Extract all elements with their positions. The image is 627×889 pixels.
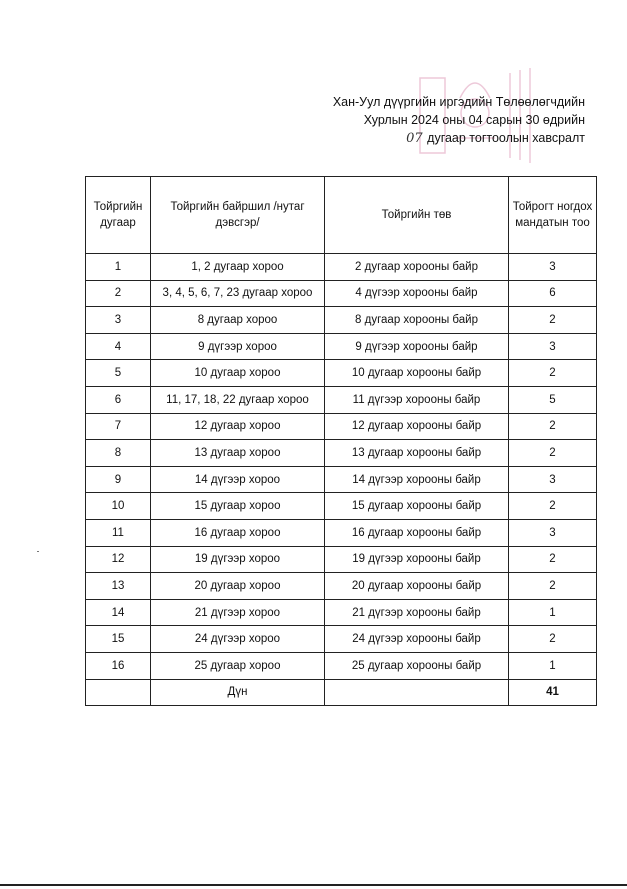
table-row — [86, 519, 597, 546]
cell-location: 15 дугаар хороо — [151, 493, 325, 520]
cell-no: 16 — [86, 652, 151, 679]
cell-location: 9 дүгээр хороо — [151, 333, 325, 360]
table-row — [86, 599, 597, 626]
cell-no: 15 — [86, 626, 151, 653]
total-value: 41 — [509, 679, 597, 706]
appendix-header — [333, 93, 585, 148]
cell-center: 2 дугаар хорооны байр — [325, 254, 509, 281]
cell-center: 11 дүгээр хорооны байр — [325, 386, 509, 413]
cell-location: 3, 4, 5, 6, 7, 23 дугаар хороо — [151, 280, 325, 307]
cell-mandates: 6 — [509, 280, 597, 307]
cell-location: 12 дугаар хороо — [151, 413, 325, 440]
header-line-3 — [333, 129, 585, 148]
header-line-2: Хурлын 2024 оны 04 сарын 30 өдрийн — [363, 113, 585, 127]
cell-location: 8 дугаар хороо — [151, 307, 325, 334]
column-header: Тойрогт ногдох мандатын тоо — [509, 177, 597, 254]
table-row — [86, 440, 597, 467]
column-header: Тойргийн байршил /нутаг дэвсгэр/ — [151, 177, 325, 254]
cell-location: 25 дугаар хороо — [151, 652, 325, 679]
cell-mandates: 3 — [509, 254, 597, 281]
table-row — [86, 280, 597, 307]
table-row — [86, 493, 597, 520]
cell-center: 16 дугаар хорооны байр — [325, 519, 509, 546]
cell-location: 14 дүгээр хороо — [151, 466, 325, 493]
header-line-3-text: дугаар тогтоолын хавсралт — [423, 131, 585, 145]
cell-location: 11, 17, 18, 22 дугаар хороо — [151, 386, 325, 413]
cell-no: 6 — [86, 386, 151, 413]
cell-location: 19 дүгээр хороо — [151, 546, 325, 573]
cell-mandates: 2 — [509, 626, 597, 653]
table-row — [86, 573, 597, 600]
table-row — [86, 413, 597, 440]
cell-center: 15 дугаар хорооны байр — [325, 493, 509, 520]
cell-mandates: 3 — [509, 519, 597, 546]
cell-no: 2 — [86, 280, 151, 307]
cell-no: 4 — [86, 333, 151, 360]
cell-center: 24 дүгээр хорооны байр — [325, 626, 509, 653]
table-row — [86, 254, 597, 281]
cell-no: 8 — [86, 440, 151, 467]
table-header-row — [86, 177, 597, 254]
table-body — [86, 254, 597, 680]
table-row — [86, 652, 597, 679]
cell-mandates: 5 — [509, 386, 597, 413]
cell-no: 11 — [86, 519, 151, 546]
cell-location: 10 дугаар хороо — [151, 360, 325, 387]
table-total-row — [86, 679, 597, 706]
cell-center: 10 дугаар хорооны байр — [325, 360, 509, 387]
resolution-number: 07 — [406, 131, 423, 146]
cell-center: 13 дугаар хорооны байр — [325, 440, 509, 467]
cell-no: 5 — [86, 360, 151, 387]
cell-center: 20 дугаар хорооны байр — [325, 573, 509, 600]
table-row — [86, 307, 597, 334]
cell-mandates: 1 — [509, 652, 597, 679]
cell-location: 1, 2 дугаар хороо — [151, 254, 325, 281]
cell-mandates: 2 — [509, 440, 597, 467]
cell-no: 14 — [86, 599, 151, 626]
table-row — [86, 333, 597, 360]
cell-mandates: 1 — [509, 599, 597, 626]
total-label: Дүн — [151, 679, 325, 706]
cell-mandates: 2 — [509, 493, 597, 520]
cell-mandates: 2 — [509, 573, 597, 600]
total-empty-cell — [325, 679, 509, 706]
table-row — [86, 626, 597, 653]
cell-center: 8 дугаар хорооны байр — [325, 307, 509, 334]
cell-center: 19 дүгээр хорооны байр — [325, 546, 509, 573]
cell-mandates: 3 — [509, 333, 597, 360]
column-header: Тойргийн дугаар — [86, 177, 151, 254]
total-empty-cell — [86, 679, 151, 706]
table-row — [86, 466, 597, 493]
cell-mandates: 3 — [509, 466, 597, 493]
cell-mandates: 2 — [509, 413, 597, 440]
cell-center: 9 дүгээр хорооны байр — [325, 333, 509, 360]
margin-mark — [37, 551, 39, 552]
cell-center: 12 дугаар хорооны байр — [325, 413, 509, 440]
cell-center: 4 дүгээр хорооны байр — [325, 280, 509, 307]
cell-mandates: 2 — [509, 546, 597, 573]
cell-no: 1 — [86, 254, 151, 281]
cell-no: 3 — [86, 307, 151, 334]
cell-location: 21 дүгээр хороо — [151, 599, 325, 626]
cell-location: 13 дугаар хороо — [151, 440, 325, 467]
cell-location: 24 дүгээр хороо — [151, 626, 325, 653]
cell-mandates: 2 — [509, 307, 597, 334]
cell-location: 20 дугаар хороо — [151, 573, 325, 600]
table-row — [86, 360, 597, 387]
cell-no: 12 — [86, 546, 151, 573]
cell-no: 13 — [86, 573, 151, 600]
district-table — [85, 176, 597, 706]
column-header: Тойргийн төв — [325, 177, 509, 254]
cell-mandates: 2 — [509, 360, 597, 387]
cell-no: 10 — [86, 493, 151, 520]
cell-no: 7 — [86, 413, 151, 440]
cell-center: 25 дугаар хорооны байр — [325, 652, 509, 679]
header-line-1: Хан-Уул дүүргийн иргэдийн Төлөөлөгчдийн — [332, 95, 585, 109]
cell-no: 9 — [86, 466, 151, 493]
cell-center: 14 дүгээр хорооны байр — [325, 466, 509, 493]
table-row — [86, 386, 597, 413]
table-row — [86, 546, 597, 573]
scan-edge — [0, 884, 627, 886]
cell-location: 16 дугаар хороо — [151, 519, 325, 546]
cell-center: 21 дүгээр хорооны байр — [325, 599, 509, 626]
